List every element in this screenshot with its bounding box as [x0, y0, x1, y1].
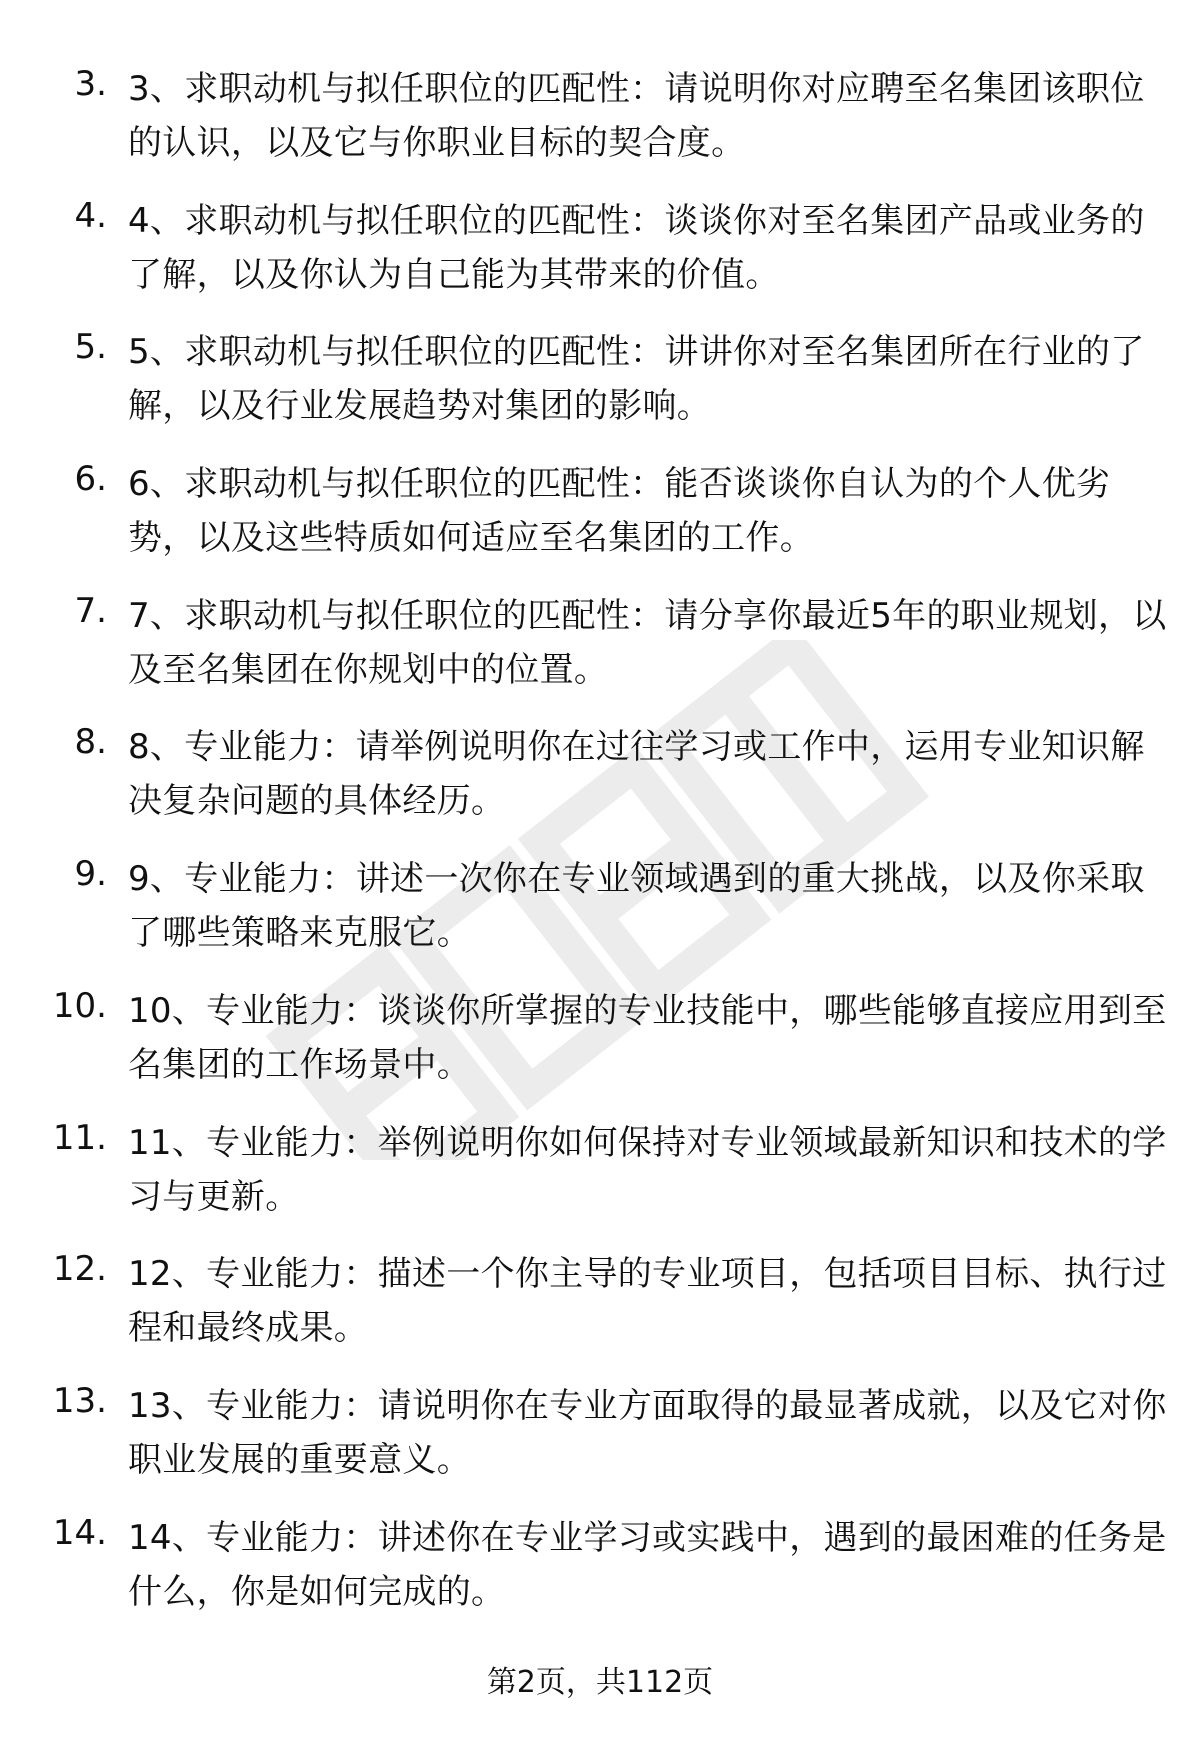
question-number: 8. — [74, 722, 107, 763]
question-list — [0, 52, 1200, 1632]
question-number: 9. — [74, 854, 107, 895]
question-text: 6、求职动机与拟任职位的匹配性：能否谈谈你自认为的个人优劣势，以及这些特质如何适应至名集团的工作。 — [128, 464, 1111, 559]
list-item — [0, 974, 1200, 1106]
list-item — [0, 315, 1200, 447]
question-text: 9、专业能力：讲述一次你在专业领域遇到的重大挑战，以及你采取了哪些策略来克服它。 — [128, 859, 1145, 954]
question-text: 8、专业能力：请举例说明你在过往学习或工作中，运用专业知识解决复杂问题的具体经历。 — [128, 727, 1145, 822]
page-footer: 第2页，共112页 — [486, 1665, 714, 1700]
question-text: 10、专业能力：谈谈你所掌握的专业技能中，哪些能够直接应用到至名集团的工作场景中。 — [128, 990, 1167, 1085]
question-text: 11、专业能力：举例说明你如何保持对专业领域最新知识和技术的学习与更新。 — [128, 1122, 1167, 1217]
question-number: 13. — [52, 1380, 107, 1421]
question-number: 5. — [74, 327, 107, 368]
question-text: 4、求职动机与拟任职位的匹配性：谈谈你对至名集团产品或业务的了解，以及你认为自己能为其带来的价值。 — [128, 200, 1145, 295]
question-number: 14. — [52, 1512, 107, 1553]
question-number: 12. — [52, 1249, 107, 1290]
question-text: 3、求职动机与拟任职位的匹配性：请说明你对应聘至名集团该职位的认识，以及它与你职业目标的契合度。 — [128, 69, 1145, 163]
list-item — [0, 710, 1200, 842]
list-item — [0, 1369, 1200, 1501]
question-text: 7、求职动机与拟任职位的匹配性：请分享你最近5年的职业规划，以及至名集团在你规划中的位置。 — [128, 595, 1167, 690]
list-item — [0, 842, 1200, 974]
list-item — [0, 1501, 1200, 1633]
question-number: 3. — [74, 64, 107, 104]
list-item — [0, 579, 1200, 711]
question-number: 11. — [52, 1117, 107, 1158]
question-text: 12、专业能力：描述一个你主导的专业项目，包括项目目标、执行过程和最终成果。 — [128, 1254, 1167, 1349]
question-number: 7. — [74, 590, 107, 631]
question-number: 4. — [74, 195, 107, 236]
list-item — [0, 1237, 1200, 1369]
question-text: 5、求职动机与拟任职位的匹配性：讲讲你对至名集团所在行业的了解，以及行业发展趋势对集团的影响。 — [128, 332, 1145, 427]
list-item — [0, 52, 1200, 184]
list-item — [0, 184, 1200, 316]
question-number: 10. — [52, 985, 107, 1026]
list-item — [0, 1106, 1200, 1238]
question-text: 13、专业能力：请说明你在专业方面取得的最显著成就，以及它对你职业发展的重要意义。 — [128, 1385, 1167, 1480]
question-number: 6. — [74, 459, 107, 500]
list-item — [0, 447, 1200, 579]
question-text: 14、专业能力：讲述你在专业学习或实践中，遇到的最困难的任务是什么，你是如何完成的。 — [128, 1517, 1167, 1612]
